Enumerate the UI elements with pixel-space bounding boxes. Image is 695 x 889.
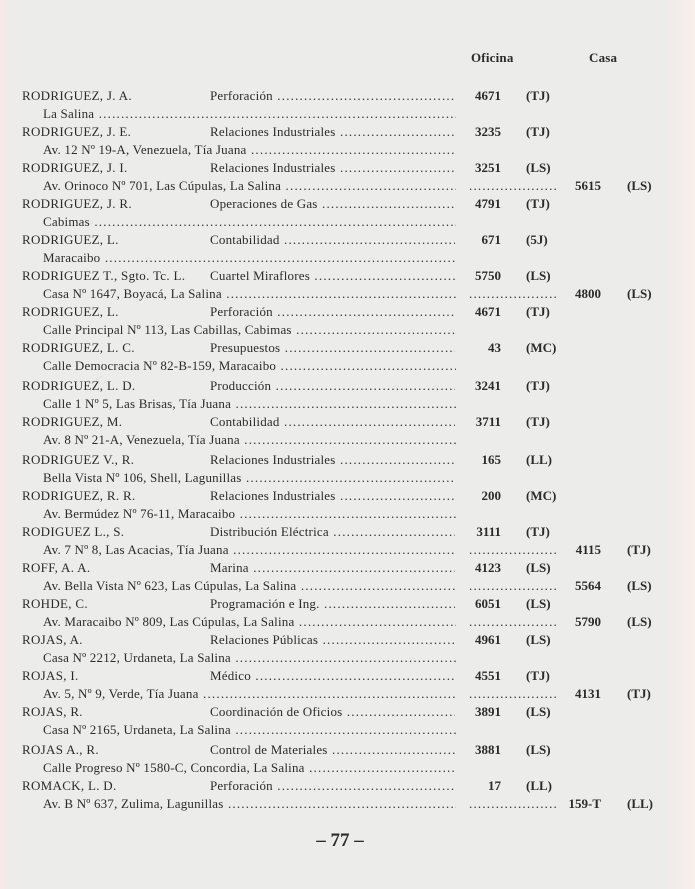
entry-office-code: (LS) — [526, 160, 551, 175]
entry-department-text: Relaciones Industriales — [210, 452, 336, 467]
entry-address-text: Av. Bella Vista Nº 623, Las Cúpulas, La Salina — [43, 578, 297, 593]
entry-office-code: (LS) — [526, 632, 551, 647]
entry-name-line — [0, 704, 695, 721]
entry-office-phone: 200 — [481, 488, 501, 503]
entry-address — [43, 760, 456, 776]
casa-leader-dots — [469, 542, 559, 558]
entry-address — [43, 796, 456, 812]
entry-department-text: Perforación — [210, 88, 273, 103]
entry-address-line — [0, 796, 695, 813]
entry-address-text: Av. Bermúdez Nº 76-11, Maracaibo — [43, 506, 236, 521]
entry-department-text: Contabilidad — [210, 414, 280, 429]
casa-leader-dots — [469, 796, 559, 812]
entry-office-phone: 4671 — [475, 304, 501, 319]
entry-address — [43, 250, 456, 266]
entry-address-text: Av. B Nº 637, Zulima, Lagunillas — [43, 796, 224, 811]
entry-department-text: Relaciones Industriales — [210, 488, 336, 503]
entry-department — [210, 596, 455, 612]
entry-office-phone: 43 — [488, 340, 501, 355]
entry-name-line — [0, 268, 695, 285]
entry-department-text: Producción — [210, 378, 272, 393]
entry-office-phone: 671 — [481, 232, 501, 247]
entry-name: RODIGUEZ L., S. — [22, 524, 125, 539]
entry-name: RODRIGUEZ T., Sgto. Tc. L. — [22, 268, 186, 283]
entry-address — [43, 686, 456, 702]
entry-office-code: (TJ) — [526, 88, 550, 103]
entry-department — [210, 778, 455, 794]
entry-name: RODRIGUEZ, L. — [22, 232, 119, 247]
entry-name-line — [0, 488, 695, 505]
entry-department — [210, 742, 455, 758]
entry-address-line — [0, 614, 695, 631]
casa-leader-dots — [469, 686, 559, 702]
entry-address-line — [0, 470, 695, 487]
entry-home-phone: 159-T — [568, 796, 601, 811]
entry-name-line — [0, 524, 695, 541]
entry-home-code: (LS) — [627, 178, 652, 193]
entry-department — [210, 560, 455, 576]
entry-department-text: Médico — [210, 668, 251, 683]
entry-address-line — [0, 686, 695, 703]
entry-address — [43, 178, 456, 194]
entry-home-code: (LS) — [627, 614, 652, 629]
entry-name: RODRIGUEZ V., R. — [22, 452, 135, 467]
entry-home-phone: 4115 — [575, 542, 601, 557]
entry-home-phone: 5564 — [575, 578, 601, 593]
entry-address — [43, 358, 456, 374]
entry-address — [43, 614, 456, 630]
entry-home-code: (LS) — [627, 578, 652, 593]
entry-address-line — [0, 106, 695, 123]
entry-address — [43, 286, 456, 302]
entry-department-text: Perforación — [210, 304, 273, 319]
entry-name-line — [0, 378, 695, 395]
entry-office-phone: 165 — [481, 452, 501, 467]
entry-address-text: Calle Progreso Nº 1580-C, Concordia, La Salina — [43, 760, 305, 775]
entry-department — [210, 632, 455, 648]
entry-address-line — [0, 286, 695, 303]
entry-office-code: (LS) — [526, 560, 551, 575]
entry-address-line — [0, 142, 695, 159]
entry-department-text: Contabilidad — [210, 232, 280, 247]
entry-address-text: Av. 7 Nº 8, Las Acacias, Tía Juana — [43, 542, 229, 557]
entry-office-phone: 3241 — [475, 378, 501, 393]
entry-name: RODRIGUEZ, L. — [22, 304, 119, 319]
entry-office-phone: 4961 — [475, 632, 501, 647]
entry-department-text: Programación e Ing. — [210, 596, 320, 611]
entry-office-phone: 6051 — [475, 596, 501, 611]
entry-name: ROJAS A., R. — [22, 742, 99, 757]
entry-office-code: (LS) — [526, 704, 551, 719]
entry-name-line — [0, 778, 695, 795]
entry-name: RODRIGUEZ, J. E. — [22, 124, 132, 139]
entry-address-text: Maracaibo — [43, 250, 101, 265]
entry-address — [43, 650, 456, 666]
entry-address — [43, 142, 456, 158]
entry-office-phone: 3891 — [475, 704, 501, 719]
entry-address-text: Calle Principal Nº 113, Las Cabillas, Cabimas — [43, 322, 292, 337]
entry-name: RODRIGUEZ, J. A. — [22, 88, 132, 103]
entry-name: ROHDE, C. — [22, 596, 88, 611]
entry-name: ROJAS, I. — [22, 668, 79, 683]
entry-office-code: (MC) — [526, 488, 557, 503]
entry-address — [43, 106, 456, 122]
casa-leader-dots — [469, 178, 559, 194]
entry-office-code: (LS) — [526, 742, 551, 757]
entry-address-text: Av. 8 Nº 21-A, Venezuela, Tía Juana — [43, 432, 240, 447]
entry-department — [210, 340, 455, 356]
entry-department-text: Relaciones Industriales — [210, 124, 336, 139]
entry-department — [210, 160, 455, 176]
entry-department — [210, 232, 455, 248]
entry-department — [210, 452, 455, 468]
entry-address-line — [0, 358, 695, 375]
entry-office-phone: 3711 — [475, 414, 501, 429]
entry-office-code: (TJ) — [526, 196, 550, 211]
entry-office-phone: 17 — [488, 778, 501, 793]
entry-name-line — [0, 452, 695, 469]
casa-leader-dots — [469, 286, 559, 302]
entry-office-phone: 5750 — [475, 268, 501, 283]
entry-address — [43, 506, 456, 522]
entry-office-code: (LS) — [526, 268, 551, 283]
entry-home-phone: 4131 — [575, 686, 601, 701]
entry-address-text: Calle Democracia Nº 82-B-159, Maracaibo — [43, 358, 277, 373]
entry-address-line — [0, 178, 695, 195]
casa-leader-dots — [469, 578, 559, 594]
entry-address-text: Casa Nº 1647, Boyacá, La Salina — [43, 286, 222, 301]
entry-name-line — [0, 632, 695, 649]
entry-office-phone: 3111 — [476, 524, 501, 539]
entry-office-phone: 3235 — [475, 124, 501, 139]
entry-home-code: (TJ) — [627, 686, 651, 701]
entry-office-code: (TJ) — [526, 524, 550, 539]
entry-name: RODRIGUEZ, J. I. — [22, 160, 128, 175]
entry-office-code: (LL) — [526, 778, 552, 793]
entry-department-text: Distribución Eléctrica — [210, 524, 329, 539]
entry-name: ROMACK, L. D. — [22, 778, 117, 793]
entry-name-line — [0, 160, 695, 177]
entry-address — [43, 578, 456, 594]
entry-name-line — [0, 668, 695, 685]
entry-department-text: Operaciones de Gas — [210, 196, 318, 211]
entry-office-code: (MC) — [526, 340, 557, 355]
entry-name: ROJAS, A. — [22, 632, 83, 647]
entry-office-phone: 4671 — [475, 88, 501, 103]
entry-department — [210, 378, 455, 394]
entry-address — [43, 322, 456, 338]
entry-department — [210, 414, 455, 430]
entry-department-text: Marina — [210, 560, 249, 575]
entry-address — [43, 542, 456, 558]
entry-department — [210, 196, 455, 212]
entry-department — [210, 88, 455, 104]
entry-department-text: Coordinación de Oficios — [210, 704, 343, 719]
entry-address-line — [0, 506, 695, 523]
entry-name-line — [0, 560, 695, 577]
entry-address — [43, 432, 456, 448]
entry-address-text: Av. Orinoco Nº 701, Las Cúpulas, La Salina — [43, 178, 282, 193]
entry-name: ROFF, A. A. — [22, 560, 91, 575]
entry-address-line — [0, 250, 695, 267]
entry-name-line — [0, 124, 695, 141]
entry-address — [43, 722, 456, 738]
entry-name-line — [0, 414, 695, 431]
entry-name: ROJAS, R. — [22, 704, 83, 719]
entry-office-code: (5J) — [526, 232, 548, 247]
entry-office-phone: 4791 — [475, 196, 501, 211]
entry-name-line — [0, 196, 695, 213]
entry-name: RODRIGUEZ, J. R. — [22, 196, 132, 211]
entry-department — [210, 304, 455, 320]
entry-name: RODRIGUEZ, M. — [22, 414, 123, 429]
entry-office-phone: 3881 — [475, 742, 501, 757]
entry-address-text: Casa Nº 2165, Urdaneta, La Salina — [43, 722, 231, 737]
column-header-casa: Casa — [589, 50, 618, 65]
entry-department-text: Relaciones Públicas — [210, 632, 319, 647]
entry-home-phone: 4800 — [575, 286, 601, 301]
entry-address-text: Av. Maracaibo Nº 809, Las Cúpulas, La Salina — [43, 614, 295, 629]
entry-department — [210, 124, 455, 140]
entry-office-phone: 4123 — [475, 560, 501, 575]
entry-office-code: (TJ) — [526, 414, 550, 429]
entry-name-line — [0, 742, 695, 759]
entry-address-line — [0, 722, 695, 739]
entry-department-text: Cuartel Miraflores — [210, 268, 310, 283]
entry-office-code: (TJ) — [526, 378, 550, 393]
entry-address-text: Casa Nº 2212, Urdaneta, La Salina — [43, 650, 231, 665]
entry-department — [210, 268, 455, 284]
entry-name: RODRIGUEZ, L. D. — [22, 378, 136, 393]
entry-address-line — [0, 650, 695, 667]
entry-address-text: Av. 12 Nº 19-A, Venezuela, Tía Juana — [43, 142, 247, 157]
entry-address-text: Cabimas — [43, 214, 90, 229]
entry-department-text: Presupuestos — [210, 340, 281, 355]
entry-address-line — [0, 322, 695, 339]
entry-address-text: La Salina — [43, 106, 95, 121]
entry-department-text: Control de Materiales — [210, 742, 328, 757]
entry-address — [43, 470, 456, 486]
entry-address-text: Bella Vista Nº 106, Shell, Lagunillas — [43, 470, 242, 485]
entry-name-line — [0, 232, 695, 249]
entry-name-line — [0, 304, 695, 321]
entry-address-line — [0, 542, 695, 559]
entry-office-phone: 3251 — [475, 160, 501, 175]
entry-office-code: (LS) — [526, 596, 551, 611]
page-number: – 77 – — [316, 830, 364, 851]
entry-home-phone: 5790 — [575, 614, 601, 629]
entry-address-line — [0, 578, 695, 595]
entry-department — [210, 524, 455, 540]
entry-home-code: (LS) — [627, 286, 652, 301]
entry-address — [43, 396, 456, 412]
entry-office-code: (LL) — [526, 452, 552, 467]
entry-address — [43, 214, 456, 230]
entry-name: RODRIGUEZ, L. C. — [22, 340, 135, 355]
entry-office-phone: 4551 — [475, 668, 501, 683]
entry-address-line — [0, 214, 695, 231]
entry-office-code: (TJ) — [526, 304, 550, 319]
entry-department-text: Relaciones Industriales — [210, 160, 336, 175]
entry-office-code: (TJ) — [526, 124, 550, 139]
entry-home-code: (TJ) — [627, 542, 651, 557]
entry-name-line — [0, 340, 695, 357]
entry-name-line — [0, 596, 695, 613]
entry-department — [210, 488, 455, 504]
entry-office-code: (TJ) — [526, 668, 550, 683]
entry-department-text: Perforación — [210, 778, 273, 793]
entry-address-line — [0, 432, 695, 449]
entry-home-phone: 5615 — [575, 178, 601, 193]
entry-address-line — [0, 760, 695, 777]
column-header-oficina: Oficina — [471, 50, 514, 65]
entry-address-text: Av. 5, Nº 9, Verde, Tía Juana — [43, 686, 199, 701]
casa-leader-dots — [469, 614, 559, 630]
entry-address-line — [0, 396, 695, 413]
entry-address-text: Calle 1 Nº 5, Las Brisas, Tía Juana — [43, 396, 232, 411]
entry-department — [210, 668, 455, 684]
entry-department — [210, 704, 455, 720]
entry-name: RODRIGUEZ, R. R. — [22, 488, 136, 503]
entry-name-line — [0, 88, 695, 105]
entry-home-code: (LL) — [627, 796, 653, 811]
